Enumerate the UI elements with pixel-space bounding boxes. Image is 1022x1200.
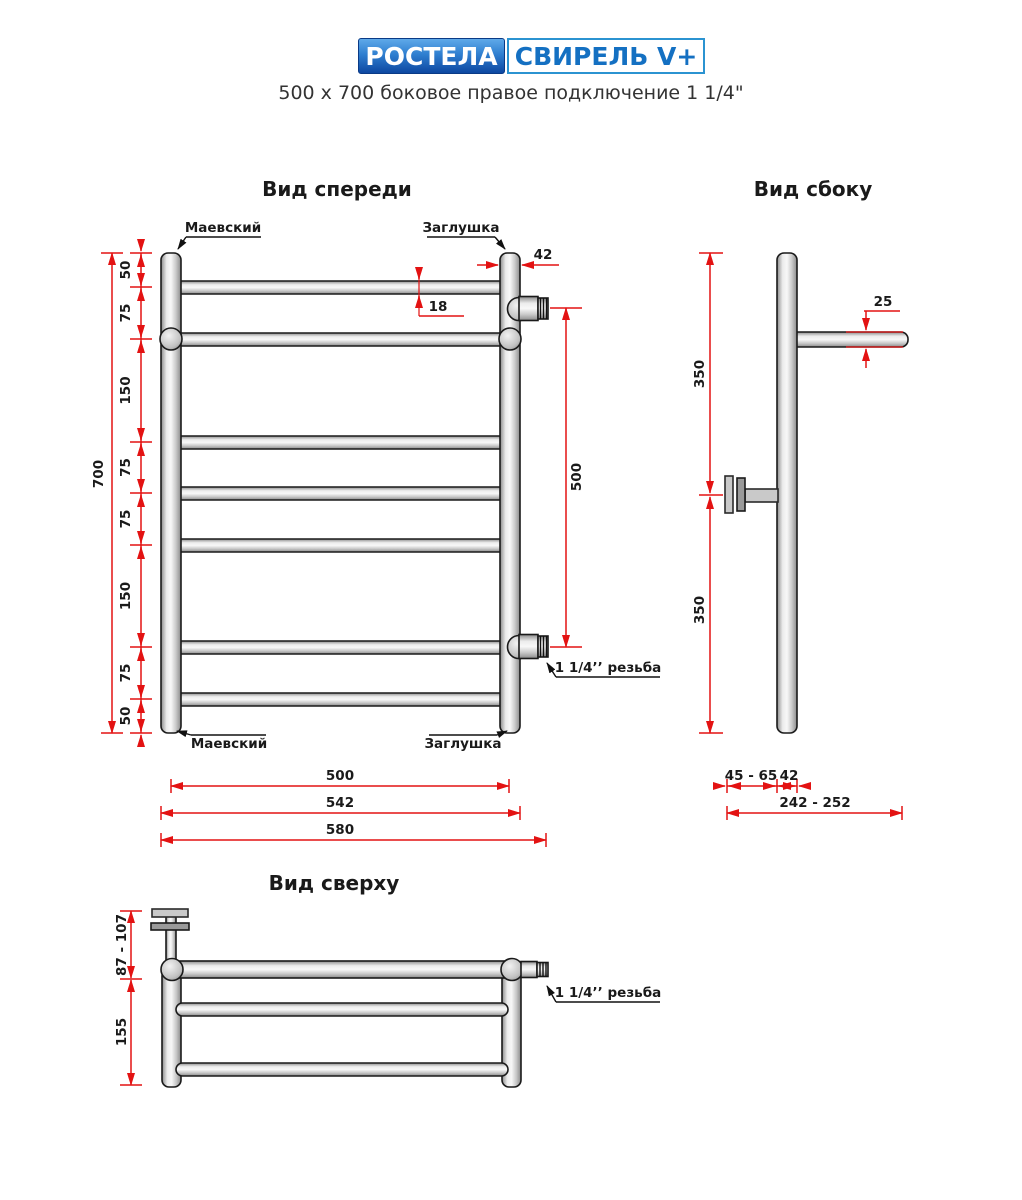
dim-text-542: 542 xyxy=(325,795,355,811)
dim-text-350-bottom: 350 xyxy=(692,595,708,625)
dim-text-chain: 75 xyxy=(118,509,134,529)
top-left-joint xyxy=(161,959,183,981)
side-view-title: Вид сбоку xyxy=(753,177,873,201)
label-mayevsky-top: Маевский xyxy=(184,220,262,236)
dim-text-chain: 75 xyxy=(118,458,134,477)
top-bracket-flange xyxy=(151,923,189,930)
dim-text-chain: 150 xyxy=(118,581,134,611)
fitting-nipple xyxy=(519,297,538,321)
dim-text-350-top: 350 xyxy=(692,359,708,389)
front-right-shelf-joint xyxy=(499,328,521,350)
dim-text-580: 580 xyxy=(325,822,355,838)
dim-text-42: 42 xyxy=(533,247,553,263)
dim-text-700: 700 xyxy=(91,459,107,489)
top-rung xyxy=(176,1003,508,1016)
label-thread-top: 1 1/4’’ резьба xyxy=(554,985,662,1001)
top-view xyxy=(114,871,661,1087)
dim-text-width-500: 500 xyxy=(325,768,355,784)
side-bracket-arm xyxy=(745,489,778,502)
front-upper-fitting xyxy=(508,297,549,321)
model-name: СВИРЕЛЬ V+ xyxy=(514,41,698,71)
top-bracket-wall-plate xyxy=(152,909,188,917)
side-bracket-wall-plate xyxy=(725,476,733,513)
front-view xyxy=(91,177,661,847)
side-view xyxy=(692,177,908,820)
label-leader xyxy=(178,237,186,249)
dim-text-25: 25 xyxy=(873,294,893,310)
dim-text-155: 155 xyxy=(114,1017,130,1047)
top-rung xyxy=(176,1063,508,1076)
top-fitting xyxy=(521,962,548,978)
front-left-collector-tube xyxy=(161,253,181,733)
dim-text-chain: 75 xyxy=(118,303,134,323)
top-shelf-tube xyxy=(172,961,512,978)
front-rung xyxy=(174,693,506,706)
front-lower-fitting xyxy=(508,635,549,659)
top-view-title: Вид сверху xyxy=(268,871,400,895)
dim-text-45-65: 45 - 65 xyxy=(724,768,778,784)
front-rung xyxy=(174,436,506,449)
side-bracket-flange xyxy=(737,478,745,511)
dim-text-chain: 50 xyxy=(118,260,134,280)
brand-name: РОСТЕЛА xyxy=(365,41,498,71)
front-view-title: Вид спереди xyxy=(262,177,412,201)
dim-text-42-side: 42 xyxy=(779,768,799,784)
front-right-collector-tube xyxy=(500,253,520,733)
label-mayevsky-bottom: Маевский xyxy=(190,736,268,752)
dim-text-chain: 75 xyxy=(118,663,134,683)
dim-text-500-vertical: 500 xyxy=(569,462,585,492)
front-rung xyxy=(174,641,506,654)
dim-text-chain: 50 xyxy=(118,706,134,726)
dim-text-87-107: 87 - 107 xyxy=(114,914,130,976)
fitting-nipple xyxy=(519,635,538,659)
label-leader xyxy=(495,237,505,249)
label-plug-bottom: Заглушка xyxy=(424,736,502,752)
fitting-nipple xyxy=(521,962,537,978)
dim-text-chain: 150 xyxy=(118,376,134,405)
side-shelf-tube xyxy=(788,332,908,347)
label-leader xyxy=(177,731,191,735)
drawing-subtitle: 500 x 700 боковое правое подключение 1 1/4" xyxy=(278,82,744,104)
label-plug-top: Заглушка xyxy=(422,220,500,236)
front-left-shelf-joint xyxy=(160,328,182,350)
dim-text-242-252: 242 - 252 xyxy=(779,795,851,811)
front-rung xyxy=(174,487,506,500)
side-collector-tube xyxy=(777,253,797,733)
top-right-joint xyxy=(501,959,523,981)
label-thread-front: 1 1/4’’ резьба xyxy=(554,660,662,676)
front-rung xyxy=(174,333,506,346)
dim-text-18: 18 xyxy=(428,299,448,315)
front-rung xyxy=(174,281,506,294)
front-rungs xyxy=(174,281,506,706)
front-rung xyxy=(174,539,506,552)
